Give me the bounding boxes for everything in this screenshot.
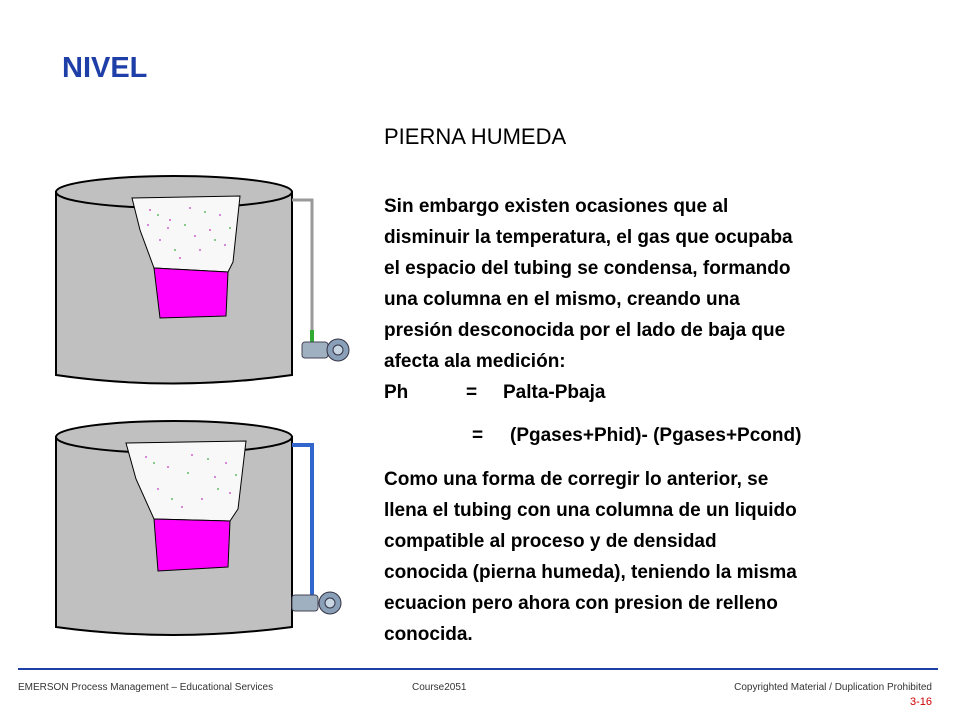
text-line: llena el tubing con una columna de un liquido [384, 500, 797, 521]
slide-subtitle: PIERNA HUMEDA [384, 124, 567, 149]
transmitter-icon [292, 592, 341, 614]
paragraph-dry-leg-explanation [384, 191, 793, 377]
text-line: afecta ala medición: [384, 351, 566, 372]
text-line: compatible al proceso y de densidad [384, 531, 717, 552]
dry-leg-tubing [292, 200, 312, 330]
text-line: una columna en el mismo, creando una [384, 289, 740, 310]
footer-course: Course2051 [412, 682, 467, 693]
equation1-equals: = [466, 382, 478, 403]
tank-liquid [154, 268, 228, 318]
page-number: 3-16 [909, 696, 932, 708]
tank-liquid [154, 519, 230, 571]
text-line: presión desconocida por el lado de baja que [384, 320, 786, 341]
footer-company: EMERSON Process Management – Educational Services [18, 682, 274, 693]
text-line: el espacio del tubing se condensa, formando [384, 258, 791, 279]
tank-diagram-dry-leg [50, 170, 350, 385]
footer-divider [18, 668, 938, 670]
text-line: Como una forma de corregir lo anterior, se [384, 469, 769, 490]
tank-diagram-wet-leg [50, 415, 350, 640]
slide-title: NIVEL [62, 52, 148, 84]
transmitter-icon [302, 339, 349, 361]
equation2-rhs: (Pgases+Phid)- (Pgases+Pcond) [510, 425, 802, 446]
wet-leg-tubing [292, 445, 312, 595]
text-line: ecuacion pero ahora con presion de relleno [384, 593, 778, 614]
equation1-lhs: Ph [384, 382, 409, 403]
text-line: conocida. [384, 624, 473, 645]
text-line: conocida (pierna humeda), teniendo la misma [384, 562, 797, 583]
paragraph-wet-leg-explanation [384, 464, 797, 650]
text-line: Sin embargo existen ocasiones que al [384, 196, 729, 217]
equation2-equals: = [472, 425, 484, 446]
footer-copyright: Copyrighted Material / Duplication Prohibited [734, 682, 932, 693]
equation1-rhs: Palta-Pbaja [503, 382, 606, 403]
text-line: disminuir la temperatura, el gas que ocupaba [384, 227, 793, 248]
